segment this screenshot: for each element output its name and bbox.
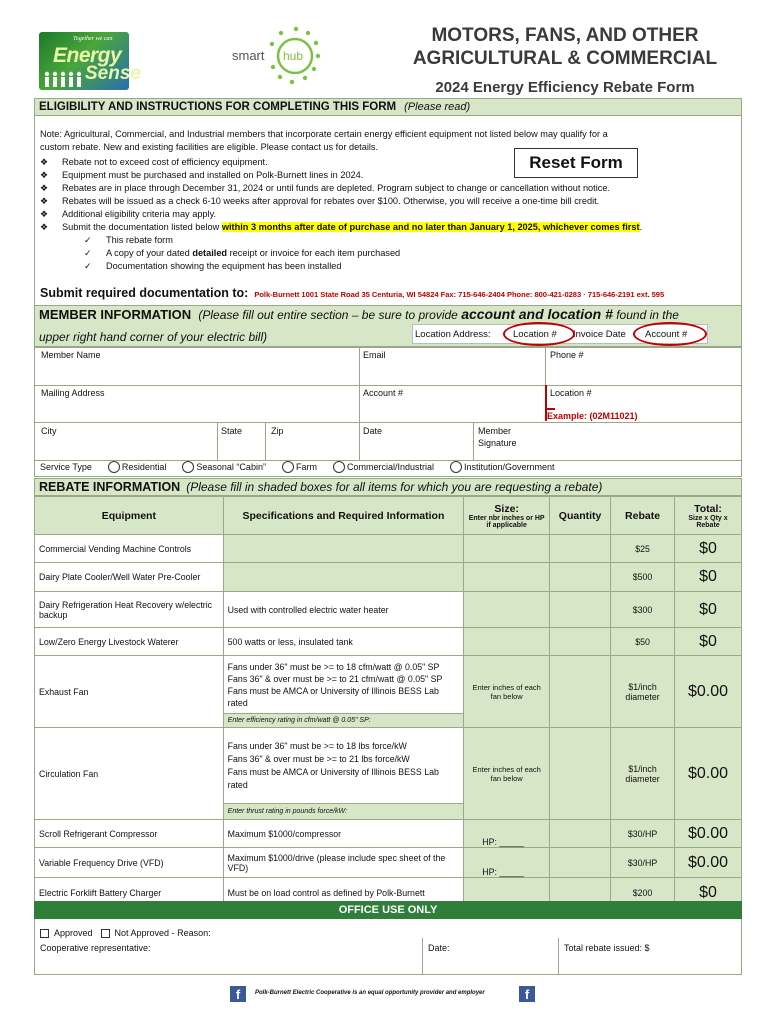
table-row bbox=[35, 628, 742, 656]
bullet-item bbox=[40, 182, 740, 195]
spec-line: Fans 36" & over must be >= to 21 lbs force/kW bbox=[227, 753, 410, 764]
location-red-tick bbox=[545, 408, 555, 410]
member-note-line-2: upper right hand corner of your electric bill) bbox=[39, 330, 268, 344]
table-row bbox=[35, 848, 742, 878]
hp-input-cell[interactable]: HP: _____ bbox=[464, 848, 550, 878]
quantity-input-cell[interactable] bbox=[550, 563, 611, 592]
bullet-text bbox=[62, 221, 642, 234]
equipment-name: Low/Zero Energy Livestock Waterer bbox=[35, 628, 224, 656]
checkmark-icon: ✓ bbox=[84, 235, 92, 245]
service-option-residential[interactable] bbox=[108, 461, 167, 473]
date-input[interactable] bbox=[361, 436, 471, 456]
equipment-spec: Must be on load control as defined by Polk-Burnett bbox=[223, 878, 464, 908]
phone-input[interactable] bbox=[547, 362, 737, 382]
spec-line: Fans under 36" must be >= to 18 cfm/watt @ 0.05" SP bbox=[227, 661, 440, 672]
divider bbox=[545, 348, 546, 385]
rebate-amount: $25 bbox=[611, 535, 675, 563]
spec-input-cell[interactable] bbox=[223, 563, 464, 592]
checkmark-icon: ✓ bbox=[84, 261, 92, 271]
member-title: MEMBER INFORMATION bbox=[39, 307, 192, 322]
spec-line: Fans must be AMCA or University of Illinois BESS Lab rated bbox=[227, 766, 439, 790]
table-row-circulation-fan bbox=[35, 728, 742, 804]
rebate-section-bar bbox=[34, 478, 742, 496]
row-total: $0.00 bbox=[675, 820, 742, 848]
row-total: $0 bbox=[675, 878, 742, 908]
member-name-input[interactable] bbox=[39, 362, 355, 382]
member-info-grid bbox=[34, 347, 742, 477]
bill-account-number: Account # bbox=[645, 329, 688, 340]
checkmark-icon: ✓ bbox=[84, 248, 92, 258]
header-equipment: Equipment bbox=[35, 497, 224, 535]
signature-label-line-2: Signature bbox=[478, 438, 517, 448]
service-option-institution[interactable] bbox=[450, 461, 555, 473]
service-option-commercial[interactable] bbox=[333, 461, 434, 473]
not-approved-label: Not Approved - Reason: bbox=[114, 928, 211, 938]
mailing-address-label: Mailing Address bbox=[41, 388, 105, 398]
equipment-name: Scroll Refrigerant Compressor bbox=[35, 820, 224, 848]
service-type-row bbox=[40, 461, 571, 473]
diamond-bullet-icon: ❖ bbox=[40, 183, 49, 193]
header-size-sub: Enter nbr inches or HP if applicable bbox=[468, 514, 545, 529]
rebate-rate: $1/inch bbox=[628, 763, 657, 774]
footer-text: Polk-Burnett Electric Cooperative is an equal opportunity provider and employer bbox=[255, 990, 485, 996]
rebate-amount: $200 bbox=[611, 878, 675, 908]
table-row bbox=[35, 563, 742, 592]
svg-text:hub: hub bbox=[283, 49, 304, 63]
bullet-text: Rebates will be issued as a check 6-10 weeks after approval for rebates over $100. Otherwise, you will receive a one-time bill credit. bbox=[62, 196, 600, 206]
rebate-amount: $50 bbox=[611, 628, 675, 656]
energy-sense-logo bbox=[39, 32, 141, 90]
rebate-unit: diameter bbox=[625, 691, 660, 702]
table-row bbox=[35, 592, 742, 628]
header-size-label: Size: bbox=[494, 502, 519, 515]
row-total: $0.00 bbox=[675, 848, 742, 878]
diamond-bullet-icon: ❖ bbox=[40, 170, 49, 180]
spec-input-cell[interactable] bbox=[223, 535, 464, 563]
check-item bbox=[40, 260, 740, 273]
equipment-spec: Maximum $1000/compressor bbox=[223, 820, 464, 848]
total-rebate-issued-label: Total rebate issued: $ bbox=[564, 943, 650, 953]
svg-text:smart: smart bbox=[232, 48, 265, 63]
check-pre: A copy of your dated bbox=[106, 248, 193, 258]
doc-post: . bbox=[639, 222, 643, 232]
equipment-name: Variable Frequency Drive (VFD) bbox=[35, 848, 224, 878]
diamond-bullet-icon: ❖ bbox=[40, 222, 49, 232]
header-total-label: Total: bbox=[694, 502, 722, 515]
diamond-bullet-icon: ❖ bbox=[40, 157, 49, 167]
logo-word-sense: Sense bbox=[85, 63, 141, 84]
row-total: $0 bbox=[675, 535, 742, 563]
office-use-bar: OFFICE USE ONLY bbox=[34, 901, 742, 919]
rebate-amount: $30/HP bbox=[611, 848, 675, 878]
state-label: State bbox=[221, 426, 243, 436]
eligibility-section-bar bbox=[34, 98, 742, 116]
header-size bbox=[464, 497, 550, 535]
not-approved-checkbox[interactable] bbox=[101, 929, 110, 938]
efficiency-rating-input[interactable]: Enter efficiency rating in cfm/watt @ 0.05" SP: bbox=[223, 714, 464, 728]
rebate-header-row bbox=[35, 497, 742, 535]
size-input-cell[interactable] bbox=[464, 535, 550, 563]
account-number-label: Account # bbox=[363, 388, 404, 398]
size-input-cell[interactable] bbox=[464, 628, 550, 656]
check-bold: detailed bbox=[192, 248, 228, 258]
rebate-rate: $1/inch bbox=[628, 681, 657, 692]
row-total: $0 bbox=[675, 592, 742, 628]
equipment-name: Dairy Refrigeration Heat Recovery w/electric backup bbox=[35, 592, 224, 628]
form-subtitle: 2024 Energy Efficiency Rebate Form bbox=[435, 79, 695, 96]
signature-label-line-1: Member bbox=[478, 426, 512, 436]
equipment-spec bbox=[223, 656, 464, 714]
deadline-highlight: within 3 months after date of purchase and no later than January 1, 2025, whichever comes first bbox=[221, 222, 640, 232]
check-text bbox=[106, 247, 400, 260]
radio-icon[interactable] bbox=[182, 461, 194, 473]
table-row-exhaust-fan bbox=[35, 656, 742, 714]
zip-label: Zip bbox=[271, 426, 284, 436]
note-line-2: custom rebate. New and existing facilities are eligible. Please contact us for details. bbox=[40, 142, 379, 152]
bullet-item bbox=[40, 208, 740, 221]
equipment-spec: Maximum $1000/drive (please include spec sheet of the VFD) bbox=[223, 848, 464, 878]
rebate-amount: $30/HP bbox=[611, 820, 675, 848]
eligibility-note: (Please read) bbox=[404, 101, 471, 113]
radio-icon[interactable] bbox=[333, 461, 345, 473]
member-note-pre: (Please fill out entire section – be sure to provide bbox=[198, 308, 462, 322]
table-row bbox=[35, 535, 742, 563]
header-specs: Specifications and Required Information bbox=[223, 497, 464, 535]
member-section-title bbox=[39, 306, 679, 324]
title-line-1: MOTORS, FANS, AND OTHER bbox=[431, 25, 699, 46]
spec-line: Fans under 36" must be >= to 18 lbs force/kW bbox=[227, 740, 407, 751]
table-row bbox=[35, 820, 742, 848]
form-title bbox=[380, 24, 750, 70]
service-option-label: Farm bbox=[295, 462, 317, 472]
equipment-spec bbox=[223, 728, 464, 804]
bill-location-address: Location Address: bbox=[415, 329, 491, 340]
divider bbox=[359, 422, 360, 460]
service-option-seasonal[interactable] bbox=[182, 461, 266, 473]
header-total-sub: Size x Qty x Rebate bbox=[688, 514, 728, 529]
divider bbox=[422, 938, 423, 975]
state-input[interactable] bbox=[219, 436, 263, 456]
check-item bbox=[40, 247, 740, 260]
divider bbox=[35, 385, 741, 386]
divider bbox=[558, 938, 559, 975]
diamond-bullet-icon: ❖ bbox=[40, 196, 49, 206]
equipment-name: Dairy Plate Cooler/Well Water Pre-Cooler bbox=[35, 563, 224, 592]
bill-location-number: Location # bbox=[513, 329, 557, 340]
row-total: $0 bbox=[675, 563, 742, 592]
header-quantity: Quantity bbox=[550, 497, 611, 535]
note-line-1: Note: Agricultural, Commercial, and Industrial members that incorporate certain energy efficient equipment not listed below may qualify for a bbox=[40, 129, 608, 139]
approved-label: Approved bbox=[54, 928, 93, 938]
city-input[interactable] bbox=[39, 436, 215, 456]
quantity-input-cell[interactable] bbox=[550, 535, 611, 563]
mailing-address-input[interactable] bbox=[39, 400, 355, 420]
bullet-text: Equipment must be purchased and installed on Polk-Burnett lines in 2024. bbox=[62, 170, 364, 180]
rebate-amount bbox=[611, 656, 675, 728]
bullet-item bbox=[40, 195, 740, 208]
divider bbox=[473, 422, 474, 460]
size-input-cell[interactable] bbox=[464, 563, 550, 592]
location-example: Example: (02M11021) bbox=[547, 411, 638, 421]
phone-label: Phone # bbox=[550, 350, 584, 360]
row-total: $0.00 bbox=[675, 656, 742, 728]
smarthub-logo bbox=[228, 24, 328, 86]
spec-line: Fans must be AMCA or University of Illinois BESS Lab rated bbox=[227, 685, 439, 708]
rebate-amount: $300 bbox=[611, 592, 675, 628]
divider bbox=[217, 422, 218, 460]
diamond-bullet-icon: ❖ bbox=[40, 209, 49, 219]
radio-icon[interactable] bbox=[108, 461, 120, 473]
facebook-icon[interactable]: f bbox=[519, 986, 535, 1002]
check-item bbox=[40, 234, 740, 247]
quantity-input-cell[interactable] bbox=[550, 628, 611, 656]
radio-icon[interactable] bbox=[450, 461, 462, 473]
bill-sample-image bbox=[412, 324, 708, 344]
zip-input[interactable] bbox=[267, 436, 357, 456]
facebook-icon[interactable]: f bbox=[230, 986, 246, 1002]
equipment-name: Exhaust Fan bbox=[35, 656, 224, 728]
rebate-amount: $500 bbox=[611, 563, 675, 592]
people-silhouette-icon bbox=[43, 70, 83, 88]
submit-address: Polk-Burnett 1001 State Road 35 Centuria, WI 54824 Fax: 715-646-2404 Phone: 800-421-0283 · 715-646-2191 ext. 595 bbox=[254, 290, 665, 299]
quantity-input-cell[interactable] bbox=[550, 820, 611, 848]
divider bbox=[35, 422, 741, 423]
eligibility-title: ELIGIBILITY AND INSTRUCTIONS FOR COMPLETING THIS FORM bbox=[39, 101, 397, 113]
row-total: $0 bbox=[675, 628, 742, 656]
location-number-label: Location # bbox=[550, 388, 592, 398]
size-input-cell[interactable]: Enter inches of each fan below bbox=[464, 728, 550, 820]
location-highlight-oval bbox=[503, 322, 575, 346]
account-number-input[interactable] bbox=[361, 400, 541, 420]
quantity-input-cell[interactable] bbox=[550, 656, 611, 728]
row-total: $0.00 bbox=[675, 728, 742, 820]
rebate-table bbox=[34, 496, 742, 908]
size-input-cell[interactable]: Enter inches of each fan below bbox=[464, 656, 550, 728]
approval-row bbox=[40, 928, 211, 938]
rebate-unit: diameter bbox=[625, 773, 660, 784]
logo-word-energy: Energy bbox=[53, 44, 122, 67]
size-input-cell[interactable] bbox=[464, 592, 550, 628]
bullet-text: Rebate not to exceed cost of efficiency equipment. bbox=[62, 157, 268, 167]
email-input[interactable] bbox=[361, 362, 541, 382]
equipment-spec: 500 watts or less, insulated tank bbox=[223, 628, 464, 656]
submit-instructions bbox=[40, 286, 740, 300]
equipment-name: Electric Forklift Battery Charger bbox=[35, 878, 224, 908]
header-total bbox=[675, 497, 742, 535]
check-post: receipt or invoice for each item purchased bbox=[227, 248, 401, 258]
member-note-post: found in the bbox=[612, 308, 679, 322]
city-label: City bbox=[41, 426, 57, 436]
header-rebate: Rebate bbox=[611, 497, 675, 535]
bullet-text: Rebates are in place through December 31, 2024 or until funds are depleted. Program subject to change or cancellation without notice. bbox=[62, 183, 611, 193]
spec-line: Fans 36" & over must be >= to 21 cfm/watt @ 0.05" SP bbox=[227, 673, 443, 684]
radio-icon[interactable] bbox=[282, 461, 294, 473]
rebate-amount bbox=[611, 728, 675, 820]
quantity-input-cell[interactable] bbox=[550, 728, 611, 820]
hp-input-cell[interactable]: HP: _____ bbox=[464, 820, 550, 848]
service-option-label: Seasonal “Cabin” bbox=[196, 462, 266, 472]
equipment-spec: Used with controlled electric water heater bbox=[223, 592, 464, 628]
service-option-farm[interactable] bbox=[282, 461, 317, 473]
bullet-text: Additional eligibility criteria may apply. bbox=[62, 209, 217, 219]
service-type-label: Service Type bbox=[40, 462, 92, 472]
doc-pre: Submit the documentation listed below bbox=[62, 222, 222, 232]
quantity-input-cell[interactable] bbox=[550, 848, 611, 878]
approved-checkbox[interactable] bbox=[40, 929, 49, 938]
representative-label: Cooperative representative: bbox=[40, 943, 151, 953]
reset-form-button[interactable]: Reset Form bbox=[514, 148, 638, 178]
member-name-label: Member Name bbox=[41, 350, 101, 360]
bullet-item-documentation bbox=[40, 221, 740, 234]
equipment-name: Circulation Fan bbox=[35, 728, 224, 820]
thrust-rating-input[interactable]: Enter thrust rating in pounds force/kW: bbox=[223, 804, 464, 820]
divider bbox=[265, 422, 266, 460]
quantity-input-cell[interactable] bbox=[550, 592, 611, 628]
bill-invoice-date: Invoice Date bbox=[573, 329, 626, 340]
account-highlight-oval bbox=[633, 322, 707, 346]
signature-input[interactable] bbox=[525, 432, 737, 454]
service-option-label: Commercial/Industrial bbox=[346, 462, 434, 472]
check-text: This rebate form bbox=[106, 235, 173, 245]
email-label: Email bbox=[363, 350, 386, 360]
date-label: Date bbox=[363, 426, 383, 436]
title-line-2: AGRICULTURAL & COMMERCIAL bbox=[412, 48, 718, 69]
service-option-label: Residential bbox=[121, 462, 167, 472]
check-text: Documentation showing the equipment has been installed bbox=[106, 261, 342, 271]
logo-tagline: Together we can bbox=[73, 36, 113, 42]
office-date-label: Date: bbox=[428, 943, 450, 953]
service-option-label: Institution/Government bbox=[463, 462, 555, 472]
rebate-note: (Please fill in shaded boxes for all items for which you are requesting a rebate) bbox=[186, 480, 603, 494]
equipment-name: Commercial Vending Machine Controls bbox=[35, 535, 224, 563]
submit-label: Submit required documentation to: bbox=[40, 286, 249, 300]
rebate-title: REBATE INFORMATION bbox=[39, 480, 181, 494]
member-note-emphasis: account and location # bbox=[461, 306, 613, 322]
